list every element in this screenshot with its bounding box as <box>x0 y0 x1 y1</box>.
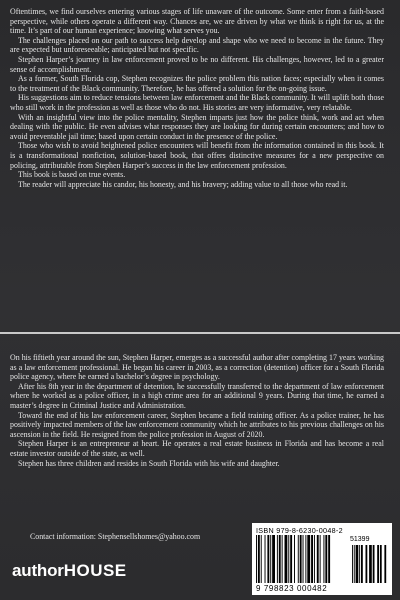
barcode-icon <box>256 535 388 583</box>
section-divider <box>0 332 400 334</box>
synopsis-paragraph: The reader will appreciate his candor, his honesty, and his bravery; adding value to all those who read it. <box>18 179 348 189</box>
synopsis-paragraph: The challenges placed on our path to success help develop and shape who we need to become in the future. They are expected but unforeseeable; anticipated but not specific. <box>10 35 384 55</box>
barcode-panel <box>252 523 392 595</box>
bio-paragraph: Stephen has three children and resides in South Florida with his wife and daughter. <box>18 458 280 468</box>
synopsis-paragraph: This book is based on true events. <box>18 170 126 180</box>
synopsis-paragraph: His suggestions aim to reduce tensions between law enforcement and the Black community. It will uplift both those who still work in the profession as well as those who do not. His stories are very informative, very relatable. <box>10 93 384 112</box>
bio-paragraph: After his 8th year in the department of detention, he successfully transferred to the department of law enforcement where he worked as a police officer, in a high crime area for an additional 9 years. During that time, he earned a master’s degree in Criminal Justice and Administration. <box>10 381 384 410</box>
contact-info: Contact information: Stephensellshomes@yahoo.com <box>30 532 201 541</box>
synopsis-paragraph: Oftentimes, we find ourselves entering various stages of life unaware of the outcome. Some enter from a faith-based perspective, while others operate a different way. Chances are, we are driven by what we think is right for us, at the time. It’s part of our human experience; knowing what serves you. <box>10 7 384 36</box>
synopsis-paragraph: Those who wish to avoid heightened police encounters will benefit from the information contained in this book. It is a transformational nonfiction, solution-based book, that offers distinctive measures for a new perspective on policing, attributable from Stephen Harper’s success in the law enforcement profession. <box>10 141 384 170</box>
synopsis-paragraph: With an insightful view into the police mentality, Stephen imparts just how the police think, work and act when dealing with the public. He even advises what responses they are looking for during certain encounters; and how to avoid preventable jail time; based upon certain conduct in the presence of the police. <box>10 112 384 141</box>
isbn-text: ISBN 979-8-6230-0048-2 <box>256 526 343 535</box>
synopsis-paragraph: Stephen Harper’s journey in law enforcement proved to be no different. His challenges, however, led to a greater sense of accomplishment. <box>10 54 384 74</box>
publisher-logo-part2: HOUSE <box>63 561 127 580</box>
synopsis-section <box>10 7 384 189</box>
author-bio-section <box>10 353 384 468</box>
publisher-logo <box>12 561 127 581</box>
bio-paragraph: Toward the end of his law enforcement career, Stephen became a field training officer. As a police trainer, he has positively impacted members of the law enforcement community which he attributes to his previous challenges on his ascension in the field. He resigned from the police profession in August of 2020. <box>10 410 384 439</box>
barcode-digits: 9 798823 000482 <box>256 584 328 593</box>
barcode-addon-text: 51399 <box>350 536 370 543</box>
bio-paragraph: On his fiftieth year around the sun, Stephen Harper, emerges as a successful author after completing 17 years working as a law enforcement professional. He began his career in 2003, as a correction (detention) officer for a South Florida police agency, where he earned a bachelor’s degree in psychology. <box>10 353 384 382</box>
synopsis-paragraph: As a former, South Florida cop, Stephen recognizes the police problem this nation faces; especially when it comes to the treatment of the Black community. Therefore, he has offered a solution for the on-going issue. <box>10 74 384 93</box>
publisher-logo-part1: author <box>12 561 64 580</box>
bio-paragraph: Stephen Harper is an entrepreneur at heart. He operates a real estate business in Florida and has become a real estate investor outside of the state, as well. <box>10 439 384 458</box>
